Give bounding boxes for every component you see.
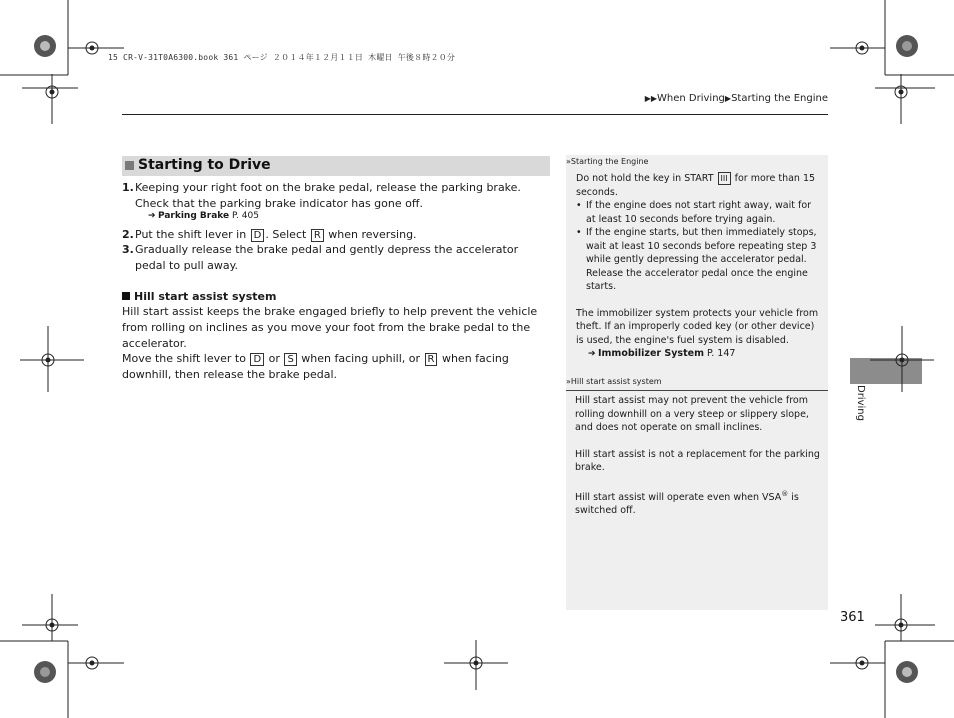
star-target-center [40,667,50,677]
instruction-text: Move the shift lever to [122,352,246,365]
shift-d-key-icon: D [251,229,265,242]
registration-dot [899,623,904,628]
step-text: Gradually release the brake pedal and gently depress the accelerator pedal to pull away. [135,243,519,272]
sidebar-paragraph: Hill start assist may not prevent the vehicle from rolling downhill on a very steep or slippery slope, and does not operate on small inclines. [575,395,809,433]
note-arrow-icon: » [566,157,571,166]
registered-mark: ® [781,489,789,498]
reference-page: P. 147 [707,348,736,359]
note-arrow-icon: » [566,377,571,386]
sidebar-text: Hill start assist will operate even when VSA [575,491,782,503]
registration-dot [899,90,904,95]
sidebar-text: Do not hold the key in START [576,173,714,184]
shift-s-key-icon: S [284,353,296,366]
print-info-line: 15 CR-V-31T0A6300.book 361 ページ ２０１４年１２月１１日 木曜日 午後８時２０分 [108,53,456,62]
registration-dot [474,661,479,666]
shift-r-key-icon: R [311,229,324,242]
sidebar-text: is switched off. [575,491,799,517]
instruction-text: then release the brake pedal. [174,368,338,381]
instruction-text: when facing downhill, [122,352,509,381]
step-text: . Select [265,228,307,241]
breadcrumb-parent[interactable]: When Driving [657,93,725,104]
page-number: 361 [840,610,865,625]
step-number: 2. [122,228,134,241]
registration-dot [860,46,865,51]
registration-dot [46,358,51,363]
step-text: when reversing. [328,228,417,241]
star-target-center [902,41,912,51]
reference-label[interactable]: Parking Brake [158,211,230,221]
hill-start-paragraph: Hill start assist keeps the brake engaged briefly to help prevent the vehicle from rolling on inclines as you move your foot from the brake pedal to the accelerator. [122,305,538,350]
reference-arrow-icon: ➔ [148,211,156,221]
star-target-center [902,667,912,677]
breadcrumb-arrow-icon: ▶▶ [644,94,658,103]
hill-start-title: Hill start assist system [134,290,277,303]
breadcrumb-current: Starting the Engine [731,93,828,104]
start-position-key-icon: III [718,172,731,185]
sidebar-heading-text: Hill start assist system [570,377,662,386]
immobilizer-paragraph: The immobilizer system protects your vehicle from theft. If an improperly coded key (or other device) is used, the engine's fuel system is disabled. [576,307,819,346]
instruction-text: or [268,352,280,365]
sidebar-paragraph: Hill start assist is not a replacement for the parking brake. [575,448,820,473]
reference-page: P. 405 [232,211,259,221]
step-number: 3. [122,243,134,256]
sidebar-bullet: • If the engine starts, but then immediately stops, wait at least 10 seconds before repeating step 3 while gently depressing the accelerator pedal. Release the accelerator pedal once the engine starts. [576,226,820,294]
breadcrumb-separator-icon: ▶ [724,94,732,103]
shift-d-key-icon: D [250,353,264,366]
star-target-center [40,41,50,51]
sidebar-bullet: • If the engine does not start right away, wait for at least 10 seconds before trying again. [576,199,820,226]
sidebar-heading-text: Starting the Engine [570,157,649,166]
registration-dot [50,90,55,95]
step-number: 1. [122,181,134,194]
registration-dot [860,661,865,666]
instruction-text: when facing uphill, or [301,352,421,365]
registration-dot [90,46,95,51]
shift-r-key-icon: R [425,353,438,366]
section-title: Starting to Drive [138,157,271,173]
reference-label[interactable]: Immobilizer System [598,348,704,359]
sidebar-text: for more than 15 seconds. [576,173,816,198]
registration-dot [900,358,905,363]
chapter-tab-text: Driving [855,385,866,421]
registration-dot [50,623,55,628]
registration-dot [90,661,95,666]
step-text: Keeping your right foot on the brake pedal, release the parking brake. Check that the parking brake indicator has gone off. [135,181,521,210]
step-text: Put the shift lever in [135,228,247,241]
reference-arrow-icon: ➔ [588,349,596,359]
